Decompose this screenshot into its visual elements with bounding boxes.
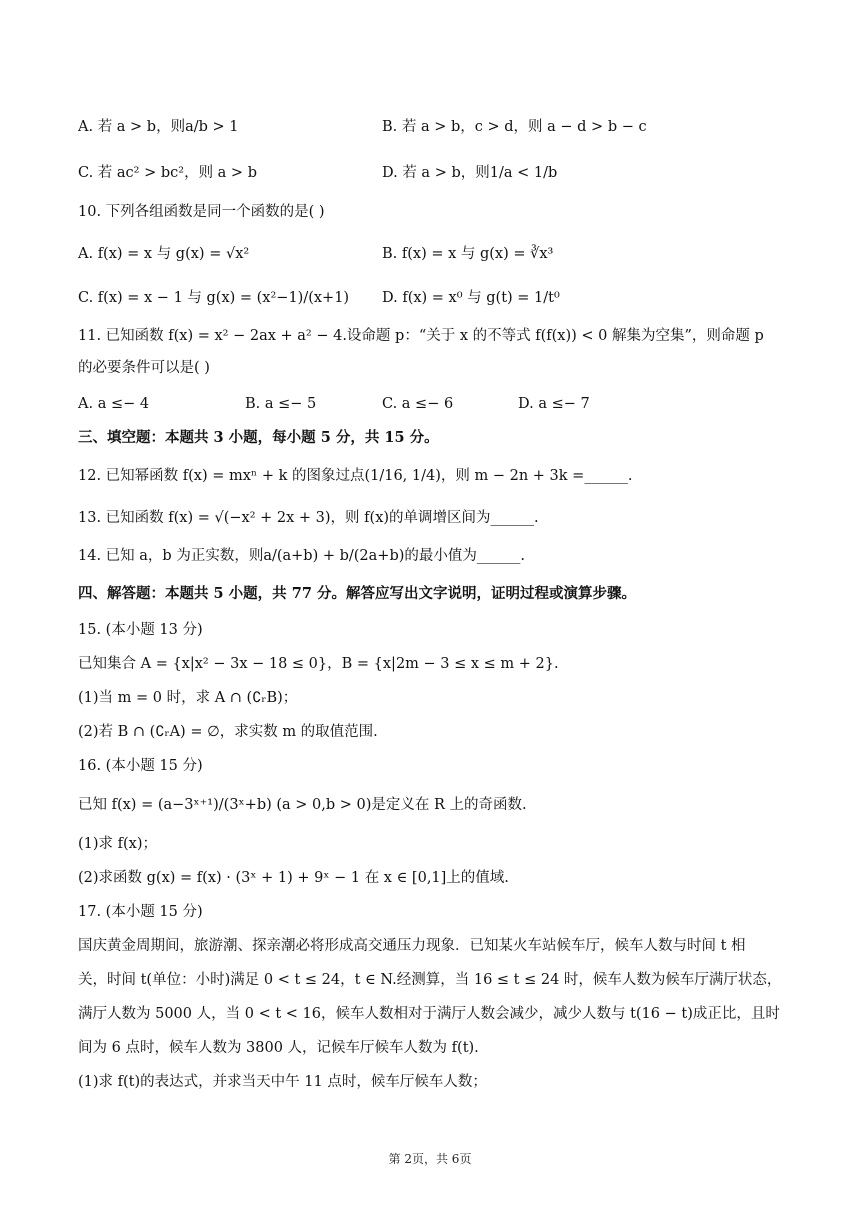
q16-part2: (2)求函数 g(x) = f(x) · (3ˣ + 1) + 9ˣ − 1 在 x ∈ [0,1]上的值域. [78,870,509,886]
q10-option-b: B. f(x) = x 与 g(x) = ∛x³ [382,246,554,262]
q15-part1: (1)当 m = 0 时，求 A ∩ (∁ᵣB)； [78,690,298,706]
q15-part2: (2)若 B ∩ (∁ᵣA) = ∅，求实数 m 的取值范围. [78,724,378,740]
section-3-heading: 三、填空题：本题共 3 小题，每小题 5 分，共 15 分。 [78,429,439,446]
q10-stem: 10. 下列各组函数是同一个函数的是( ) [78,204,325,220]
q15-stem: 已知集合 A = {x|x² − 3x − 18 ≤ 0}，B = {x|2m − 3 ≤ x ≤ m + 2}. [78,656,559,672]
q10-option-d: D. f(x) = x⁰ 与 g(t) = 1/t⁰ [382,290,560,306]
q11-stem-line2: 的必要条件可以是( ) [78,360,210,376]
q9-option-d: D. 若 a > b，则1/a < 1/b [382,165,558,181]
section-4-heading: 四、解答题：本题共 5 小题，共 77 分。解答应写出文字说明，证明过程或演算步骤。 [78,585,636,602]
q9-option-a: A. 若 a > b，则a/b > 1 [78,119,239,135]
q10-option-c: C. f(x) = x − 1 与 g(x) = (x²−1)/(x+1) [78,290,350,306]
q13-text: 13. 已知函数 f(x) = √(−x² + 2x + 3)，则 f(x)的单调增区间为______. [78,510,539,526]
q17-part1: (1)求 f(t)的表达式，并求当天中午 11 点时，候车厅候车人数； [78,1074,487,1090]
q14-text: 14. 已知 a，b 为正实数，则a/(a+b) + b/(2a+b)的最小值为______. [78,548,525,564]
q16-stem: 已知 f(x) = (a−3ˣ⁺¹)/(3ˣ+b) (a > 0,b > 0)是定义在 R 上的奇函数. [78,797,527,813]
q17-line2: 关，时间 t(单位：小时)满足 0 < t ≤ 24，t ∈ N.经测算，当 16 ≤ t ≤ 24 时，候车人数为候车厅满厅状态， [78,972,782,988]
q17-line3: 满厅人数为 5000 人，当 0 < t < 16，候车人数相对于满厅人数会减少，减少人数与 t(16 − t)成正比，且时 [78,1006,780,1022]
q12-text: 12. 已知幂函数 f(x) = mxⁿ + k 的图象过点(1/16, 1/4)，则 m − 2n + 3k =______. [78,468,633,484]
q9-option-b: B. 若 a > b，c > d，则 a − d > b − c [382,119,647,135]
q15-heading: 15. (本小题 13 分) [78,622,203,638]
q17-heading: 17. (本小题 15 分) [78,904,203,920]
q10-option-a: A. f(x) = x 与 g(x) = √x² [78,246,250,262]
page-footer: 第 2页，共 6页 [388,1152,472,1166]
q11-option-a: A. a ≤− 4 [78,396,150,412]
q11-option-b: B. a ≤− 5 [245,396,317,412]
q16-heading: 16. (本小题 15 分) [78,758,203,774]
q16-part1: (1)求 f(x)； [78,836,158,852]
q17-line1: 国庆黄金周期间，旅游潮、探亲潮必将形成高交通压力现象．已知某火车站候车厅，候车人数与时间 t 相 [78,938,746,954]
q11-stem-line1: 11. 已知函数 f(x) = x² − 2ax + a² − 4.设命题 p：“关于 x 的不等式 f(f(x)) < 0 解集为空集”，则命题 p [78,328,764,344]
q9-option-c: C. 若 ac² > bc²，则 a > b [78,165,257,181]
q11-option-d: D. a ≤− 7 [518,396,590,412]
q11-option-c: C. a ≤− 6 [382,396,454,412]
q17-line4: 间为 6 点时，候车人数为 3800 人，记候车厅候车人数为 f(t). [78,1040,479,1056]
